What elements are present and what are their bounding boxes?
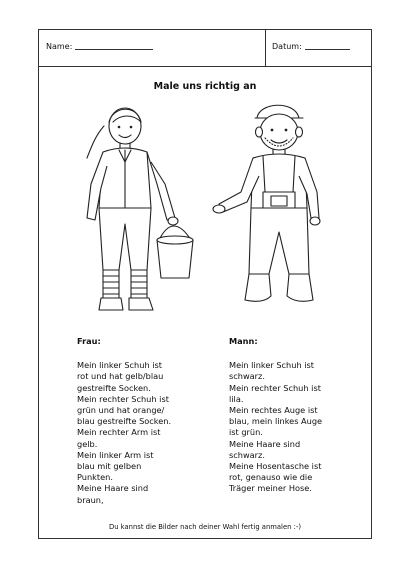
date-label: Datum: (272, 42, 302, 51)
page-title: Male uns richtig an (153, 81, 257, 92)
header-divider (265, 30, 266, 67)
name-blank[interactable] (75, 49, 153, 50)
frau-heading: Frau: (77, 336, 101, 346)
date-field[interactable] (272, 42, 350, 51)
name-label: Name: (46, 42, 73, 51)
name-field[interactable] (46, 42, 153, 51)
frau-instructions: Mein linker Schuh ist rot und hat gelb/blau gestreifte Socken. Mein rechter Schuh ist grün und hat orange/ blau gestreifte Socken. Mein rechter Arm ist gelb. Mein linker Arm ist blau mit gelben Punkten. Meine Haare sind braun, (77, 360, 172, 505)
footer-note: Du kannst die Bilder nach deiner Wahl fertig anmalen :-) (108, 523, 301, 531)
mann-section (229, 336, 322, 495)
worksheet (38, 29, 372, 539)
man-in-overalls-icon (209, 96, 359, 314)
mann-instructions: Mein linker Schuh ist schwarz. Mein rechter Schuh ist lila. Mein rechtes Auge ist blau, mein linkes Auge ist grün. Meine Haare sind schwarz. Meine Hosentasche ist rot, genauso wie die Träger meiner Hose. (229, 360, 323, 494)
date-blank[interactable] (305, 49, 350, 50)
mann-heading: Mann: (229, 336, 258, 346)
woman-with-bucket-icon (73, 100, 203, 312)
frau-section (77, 336, 171, 506)
worksheet-header (39, 30, 371, 67)
